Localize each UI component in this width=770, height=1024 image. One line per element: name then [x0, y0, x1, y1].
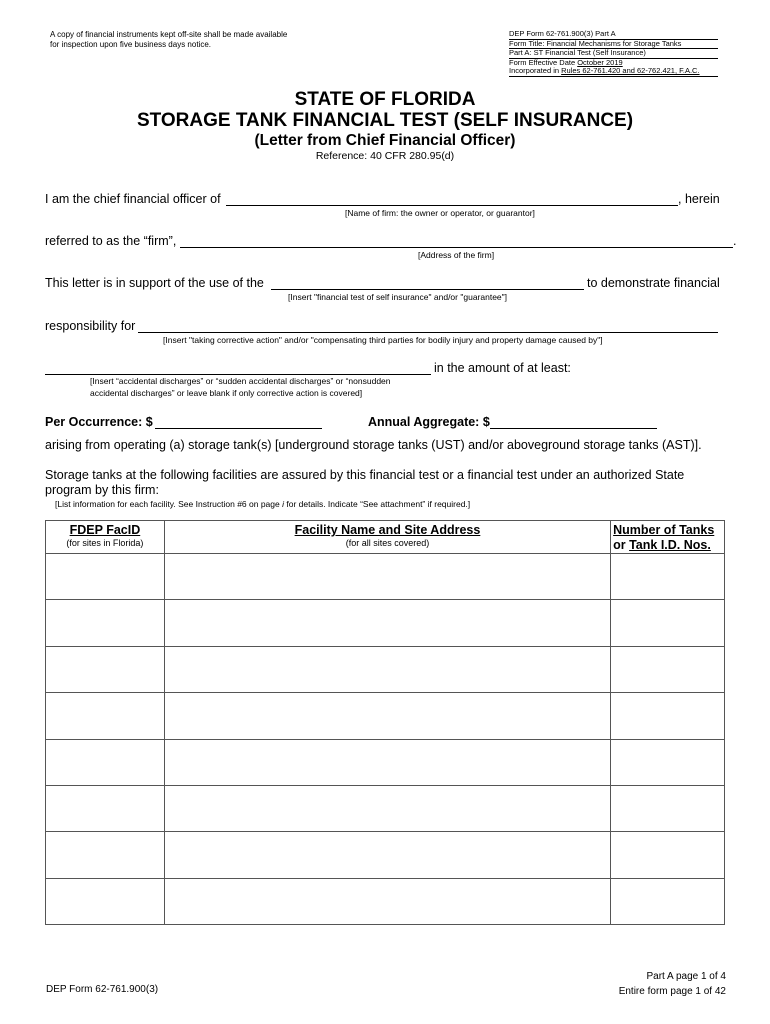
footer-page-info [560, 969, 726, 999]
tanks-cell[interactable] [611, 646, 725, 692]
table-row [46, 554, 725, 600]
p1-end-text: , herein [678, 192, 720, 206]
p3-end-text: to demonstrate financial [587, 276, 720, 290]
firm-address-field[interactable] [180, 234, 733, 248]
facility-cell[interactable] [164, 693, 610, 739]
responsibility-hint: [Insert "taking corrective action" and/or "compensating third parties for bodily injury and property damage caused by"] [163, 335, 603, 345]
firm-name-hint: [Name of firm: the owner or operator, or guarantor] [345, 208, 535, 218]
discharge-type-field[interactable] [45, 361, 431, 375]
facid-cell[interactable] [46, 693, 165, 739]
form-title: Form Title: Financial Mechanisms for Storage Tanks [509, 40, 718, 50]
incorporated-rules: Rules 62-761.420 and 62-762.421, F.A.C. [561, 66, 700, 76]
per-occurrence-field[interactable] [155, 415, 322, 429]
table-header-row [46, 521, 725, 554]
p2-end-text: . [733, 234, 737, 248]
col-tanks-prefix: or [613, 538, 630, 552]
list-hint [55, 499, 470, 509]
p3-start-text: This letter is in support of the use of the [45, 276, 264, 290]
facility-cell[interactable] [164, 739, 610, 785]
title-form: STORAGE TANK FINANCIAL TEST (SELF INSURANCE) [136, 110, 634, 131]
title-reference: Reference: 40 CFR 280.95(d) [315, 150, 455, 162]
col-tanks-line2 [613, 538, 724, 553]
tanks-cell[interactable] [611, 600, 725, 646]
tanks-cell[interactable] [611, 878, 725, 924]
title-state: STATE OF FLORIDA [294, 89, 476, 110]
facid-cell[interactable] [46, 600, 165, 646]
incorporated-label: Incorporated in [509, 66, 562, 76]
arising-text: arising from operating (a) storage tank(s) [underground storage tanks (UST) and/or aboveground storage tanks (AST)]. [45, 438, 702, 452]
p4-start-text: responsibility for [45, 319, 136, 333]
col-tanks-header [611, 521, 725, 554]
col-tanks-title: Number of Tanks [613, 523, 715, 537]
col-facid-header [46, 521, 165, 554]
list-hint-b: for details. Indicate “See attachment” if required.] [284, 499, 471, 509]
firm-name-field[interactable] [226, 192, 678, 206]
effective-label: Form Effective Date [509, 57, 578, 67]
discharge-hint-line1: [Insert “accidental discharges” or “sudden accidental discharges” or “nonsudden [90, 376, 391, 386]
facility-cell[interactable] [164, 554, 610, 600]
footer-part-page: Part A page 1 of 4 [646, 971, 726, 982]
facid-cell[interactable] [46, 646, 165, 692]
form-incorporated [509, 67, 718, 77]
table-row [46, 739, 725, 785]
facility-cell[interactable] [164, 878, 610, 924]
table-row [46, 646, 725, 692]
facid-cell[interactable] [46, 739, 165, 785]
annual-aggregate-label: Annual Aggregate: $ [368, 415, 490, 429]
facid-cell[interactable] [46, 878, 165, 924]
table-row [46, 600, 725, 646]
annual-aggregate-field[interactable] [490, 415, 657, 429]
p1-start-text: I am the chief financial officer of [45, 192, 221, 206]
facility-cell[interactable] [164, 832, 610, 878]
form-part: Part A: ST Financial Test (Self Insurance) [509, 49, 718, 59]
storage-text-line1: Storage tanks at the following facilities are assured by this financial test or a financial test under an authorized State [45, 468, 685, 482]
offsite-notice: A copy of financial instruments kept off-site shall be made available for inspection upon five business days notice. [50, 30, 288, 49]
col-facility-sub: (for all sites covered) [345, 538, 430, 548]
list-hint-a: [List information for each facility. See Instruction #6 on page [55, 499, 283, 509]
table-row [46, 832, 725, 878]
form-metadata [509, 30, 718, 77]
col-facid-title: FDEP FacID [69, 523, 141, 537]
effective-date: October 2019 [577, 57, 623, 67]
col-tanks-line1 [613, 523, 724, 538]
tanks-cell[interactable] [611, 739, 725, 785]
form-number: DEP Form 62-761.900(3) Part A [509, 30, 718, 40]
facid-cell[interactable] [46, 785, 165, 831]
col-facid-sub: (for sites in Florida) [66, 538, 144, 548]
responsibility-field[interactable] [138, 319, 718, 333]
facid-cell[interactable] [46, 554, 165, 600]
per-occurrence-label: Per Occurrence: $ [45, 415, 153, 429]
facilities-table [45, 520, 725, 925]
footer-form-number: DEP Form 62-761.900(3) [46, 984, 159, 995]
tanks-cell[interactable] [611, 785, 725, 831]
p2-start-text: referred to as the “firm”, [45, 234, 177, 248]
firm-address-hint: [Address of the firm] [418, 250, 495, 260]
col-facility-header [164, 521, 610, 554]
p5-end-text: in the amount of at least: [434, 361, 571, 375]
facility-cell[interactable] [164, 785, 610, 831]
col-tanks-ids: Tank I.D. Nos. [629, 538, 711, 552]
title-subtitle: (Letter from Chief Financial Officer) [254, 132, 516, 149]
tanks-cell[interactable] [611, 554, 725, 600]
footer-total-page: Entire form page 1 of 42 [618, 986, 726, 997]
table-row [46, 878, 725, 924]
table-row [46, 693, 725, 739]
facility-cell[interactable] [164, 600, 610, 646]
tanks-cell[interactable] [611, 693, 725, 739]
table-row [46, 785, 725, 831]
col-facility-title: Facility Name and Site Address [294, 523, 481, 537]
facid-cell[interactable] [46, 832, 165, 878]
facility-cell[interactable] [164, 646, 610, 692]
mechanism-hint: [Insert "financial test of self insurance" and/or "guarantee"] [288, 292, 508, 302]
list-hint-i: i [282, 499, 284, 509]
tanks-cell[interactable] [611, 832, 725, 878]
mechanism-field[interactable] [271, 276, 584, 290]
storage-text-line2: program by this firm: [45, 483, 159, 497]
discharge-hint-line2: accidental discharges” or leave blank if only corrective action is covered] [90, 388, 363, 398]
